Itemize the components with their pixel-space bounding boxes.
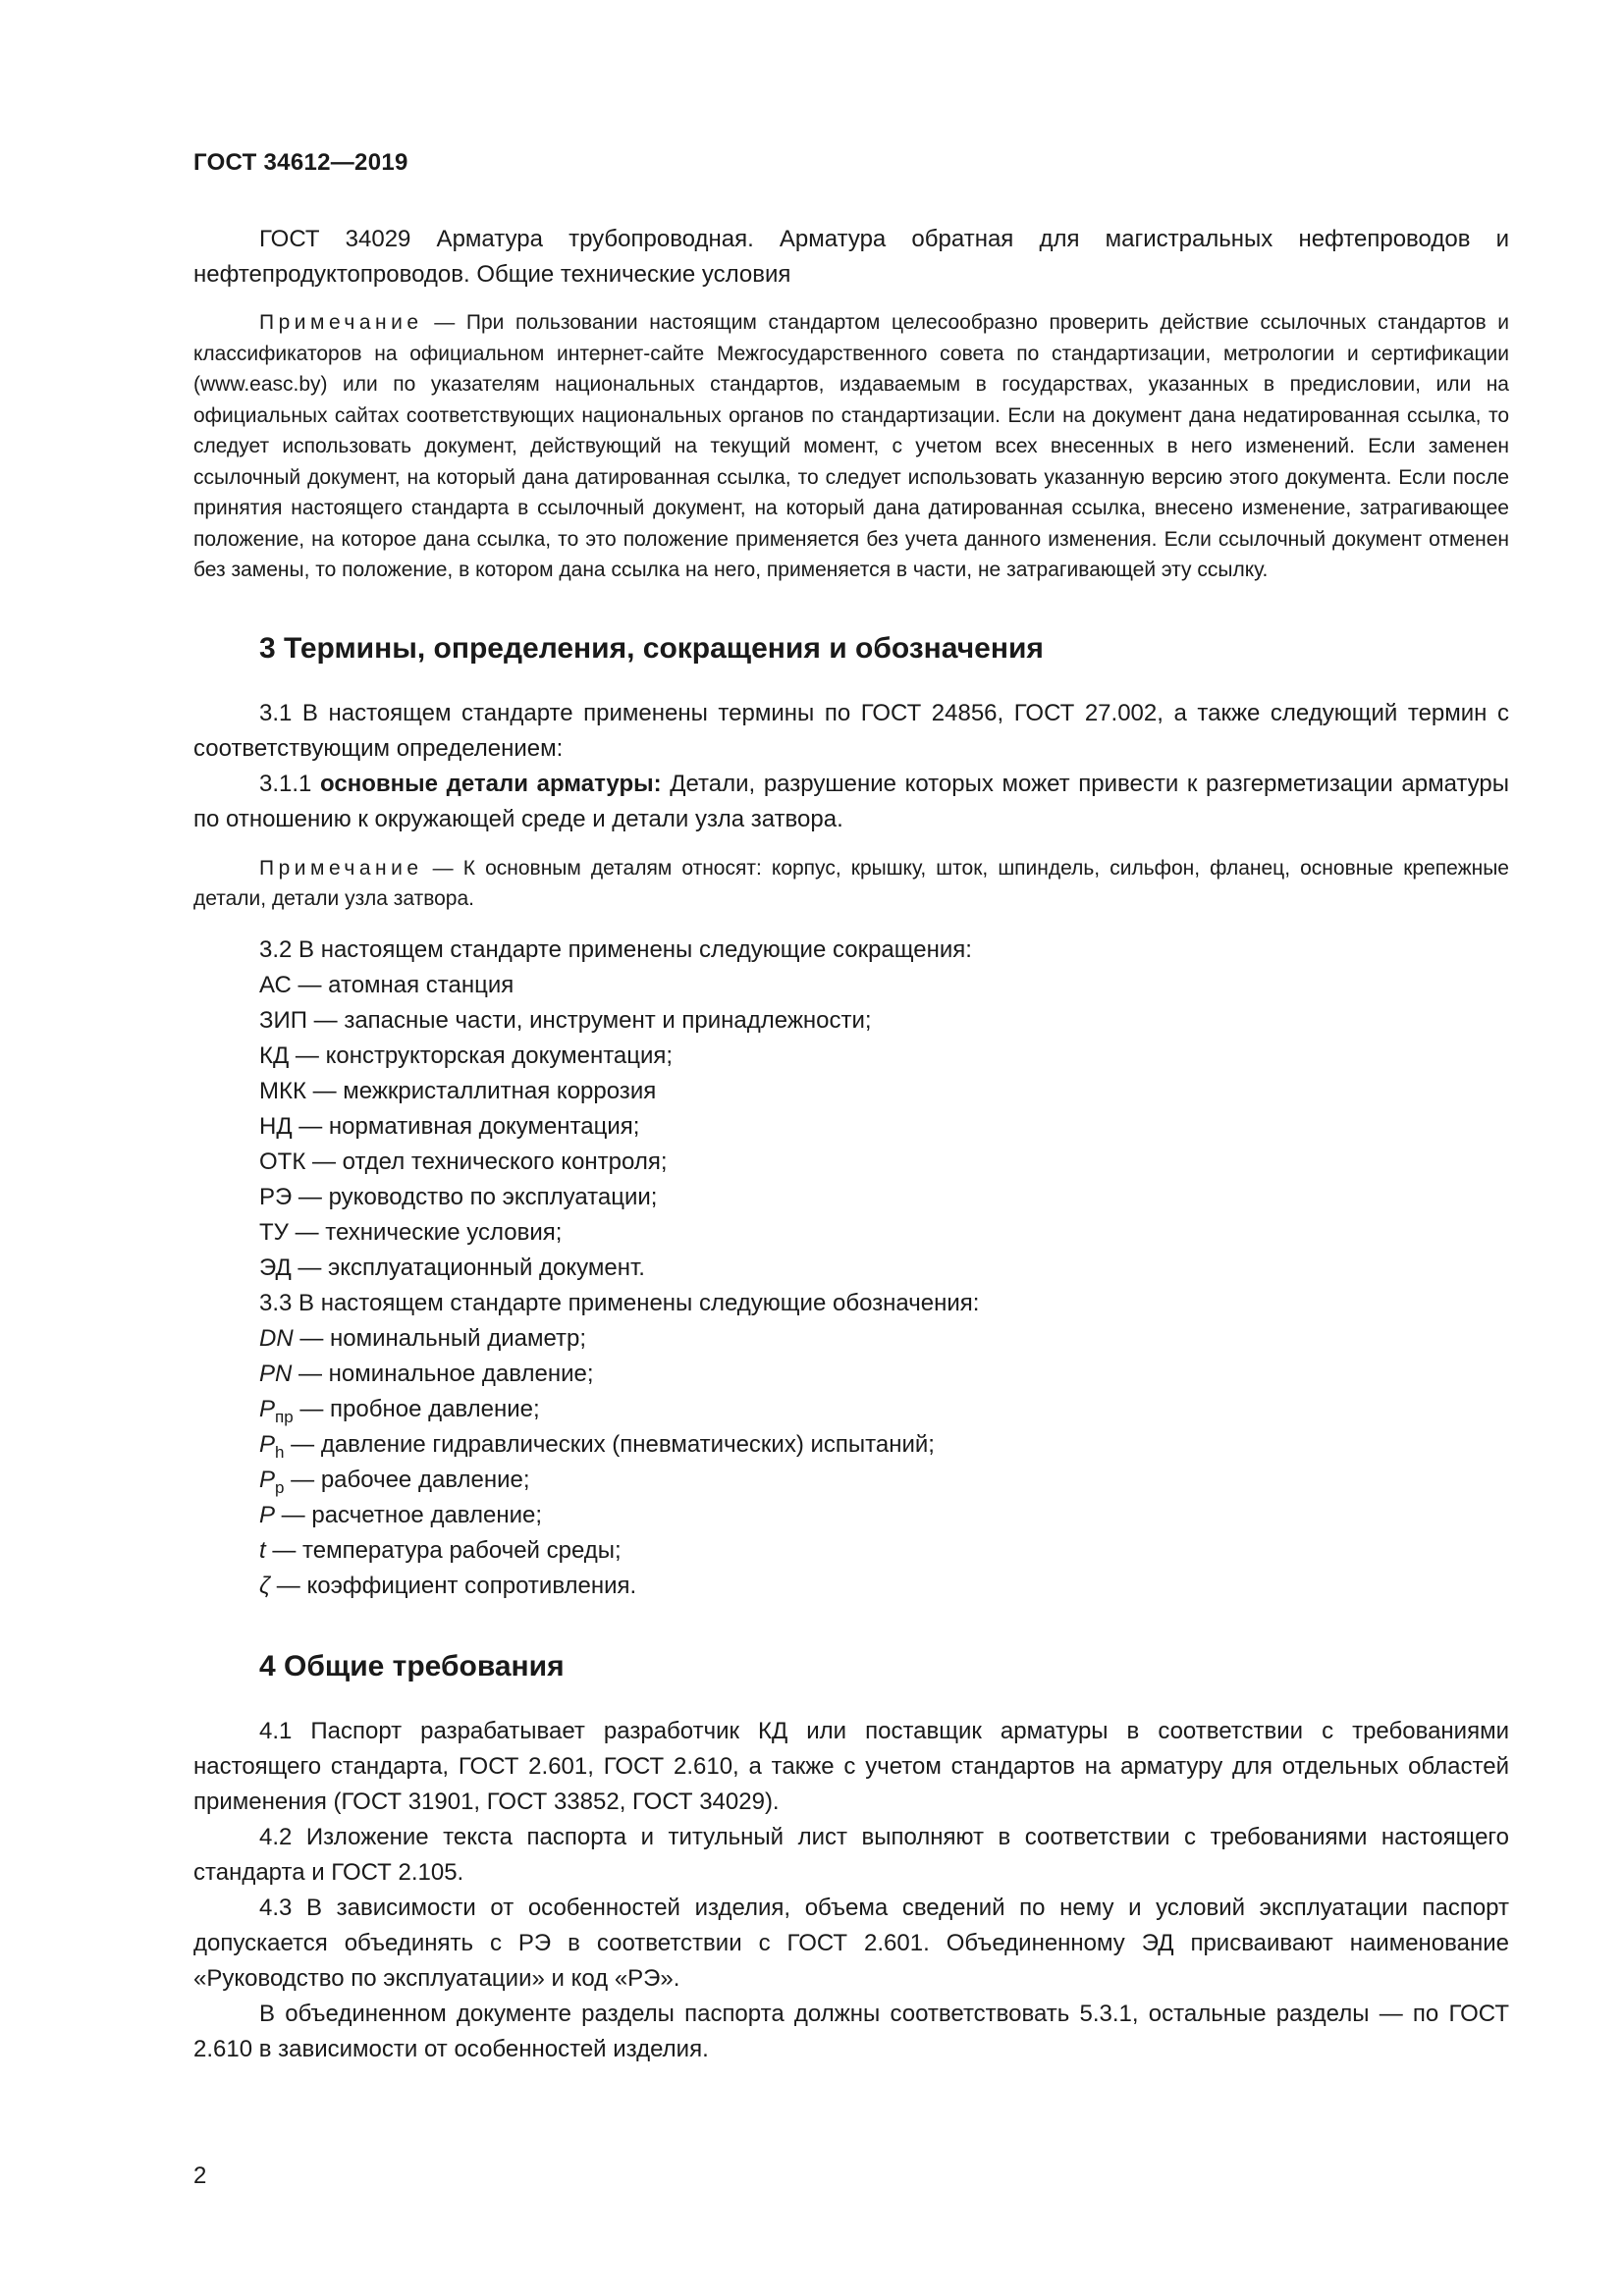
page-number: 2	[193, 2163, 207, 2189]
symbol: P	[259, 1466, 276, 1493]
note-main-parts	[193, 853, 1509, 915]
list-item: РЭ — руководство по эксплуатации;	[259, 1183, 658, 1210]
symbol-subscript: р	[275, 1477, 285, 1497]
symbol-meaning: — номинальное давление;	[292, 1360, 594, 1387]
reference-entry: ГОСТ 34029 Арматура трубопроводная. Арматура обратная для магистральных нефтепроводов и нефтепродуктопроводов. Общие технические условия	[193, 226, 1509, 288]
paragraph-4-2: 4.2 Изложение текста паспорта и титульный лист выполняют в соответствии с требованиями настоящего стандарта и ГОСТ 2.105.	[193, 1823, 1509, 1886]
list-item	[193, 1569, 1509, 1604]
abbreviations-list	[193, 968, 1509, 1286]
note-label: Примечание	[259, 856, 423, 880]
symbol-meaning: — рабочее давление;	[284, 1466, 530, 1493]
symbol-meaning: — температура рабочей среды;	[265, 1536, 622, 1564]
paragraph-3-1-1	[193, 767, 1509, 837]
symbol: P	[259, 1395, 276, 1422]
note-text: — К основным деталям относят: корпус, крышку, шток, шпиндель, сильфон, фланец, основные крепежные детали, детали узла затвора.	[193, 856, 1509, 910]
list-item	[193, 1321, 1509, 1357]
paragraph-4-3: 4.3 В зависимости от особенностей изделия, объема сведений по нему и условий эксплуатации паспорт допускается объединять с РЭ в соответствии с ГОСТ 2.601. Объединенному ЭД присваивают наименование «Руководство по эксплуатации» и код «РЭ».	[193, 1894, 1509, 1992]
paragraph-3-3: 3.3 В настоящем стандарте применены следующие обозначения:	[259, 1289, 980, 1316]
symbols-list	[193, 1321, 1509, 1604]
symbol: DN	[259, 1324, 294, 1352]
symbol-meaning: — пробное давление;	[293, 1395, 540, 1422]
list-item: МКК — межкристаллитная коррозия	[259, 1077, 657, 1104]
list-item	[193, 1533, 1509, 1569]
clause-number: 3.1.1	[259, 770, 321, 797]
list-item	[193, 1357, 1509, 1392]
list-item: ЗИП — запасные части, инструмент и принадлежности;	[259, 1006, 872, 1034]
term-definition: Детали, разрушение которых может привести к разгерметизации арматуры по отношению к окружающей среде и детали узла затвора.	[193, 770, 1509, 832]
note-references	[193, 307, 1509, 586]
list-item	[193, 1392, 1509, 1427]
symbol: ζ	[259, 1572, 271, 1599]
symbol: PN	[259, 1360, 293, 1387]
list-item: КД — конструкторская документация;	[259, 1041, 674, 1069]
symbol: P	[259, 1430, 276, 1458]
defined-term: основные детали арматуры:	[320, 770, 662, 797]
list-item: НД — нормативная документация;	[259, 1112, 640, 1140]
symbol-subscript: h	[275, 1442, 285, 1462]
note-text: — При пользовании настоящим стандартом целесообразно проверить действие ссылочных стандартов и классификаторов на официальном интернет-сайте Межгосударственного совета по стандартизации, метрологии и сертификации (www.easc.by) или по указателям национальных стандартов, издаваемым в государствах, указанных в предисловии, или на официальных сайтах соответствующих национальных органов по стандартизации. Если на документ дана недатированная ссылка, то следует использовать документ, действующий на текущий момент, с учетом всех внесенных в него изменений. Если заменен ссылочный документ, на который дана датированная ссылка, то следует использовать указанную версию этого документа. Если после принятия настоящего стандарта в ссылочный документ, на который дана датированная ссылка, внесено изменение, затрагивающее положение, на которое дана ссылка, то это положение применяется без учета данного изменения. Если ссылочный документ отменен без замены, то положение, в котором дана ссылка на него, применяется в части, не затрагивающей эту ссылку.	[193, 311, 1509, 581]
list-item: ЭД — эксплуатационный документ.	[259, 1254, 645, 1281]
list-item: АС — атомная станция	[259, 971, 514, 998]
list-item: ТУ — технические условия;	[259, 1218, 563, 1246]
document-header: ГОСТ 34612—2019	[193, 149, 408, 176]
section-3-heading: 3 Термины, определения, сокращения и обозначения	[259, 631, 1044, 665]
symbol-meaning: — давление гидравлических (пневматических) испытаний;	[284, 1430, 935, 1458]
symbol: P	[259, 1501, 276, 1528]
symbol: t	[259, 1536, 266, 1564]
list-item	[193, 1463, 1509, 1498]
note-label: Примечание	[259, 311, 423, 334]
list-item	[193, 1498, 1509, 1533]
paragraph-3-1: 3.1 В настоящем стандарте применены термины по ГОСТ 24856, ГОСТ 27.002, а также следующий термин с соответствующим определением:	[193, 699, 1509, 762]
symbol-subscript: пр	[275, 1407, 294, 1426]
section-4-heading: 4 Общие требования	[259, 1649, 565, 1682]
list-item	[193, 1427, 1509, 1463]
symbol-meaning: — номинальный диаметр;	[293, 1324, 587, 1352]
document-body	[193, 222, 1509, 2067]
symbol-meaning: — расчетное давление;	[275, 1501, 543, 1528]
paragraph-4-1: 4.1 Паспорт разрабатывает разработчик КД или поставщик арматуры в соответствии с требованиями настоящего стандарта, ГОСТ 2.601, ГОСТ 2.610, а также с учетом стандартов на арматуру для отдельных областей применения (ГОСТ 31901, ГОСТ 33852, ГОСТ 34029).	[193, 1717, 1509, 1815]
paragraph-3-2: 3.2 В настоящем стандарте применены следующие сокращения:	[259, 935, 972, 963]
symbol-meaning: — коэффициент сопротивления.	[270, 1572, 637, 1599]
paragraph-4-3-continued: В объединенном документе разделы паспорта должны соответствовать 5.3.1, остальные разделы — по ГОСТ 2.610 в зависимости от особенностей изделия.	[193, 2000, 1509, 2062]
list-item: ОТК — отдел технического контроля;	[259, 1148, 668, 1175]
